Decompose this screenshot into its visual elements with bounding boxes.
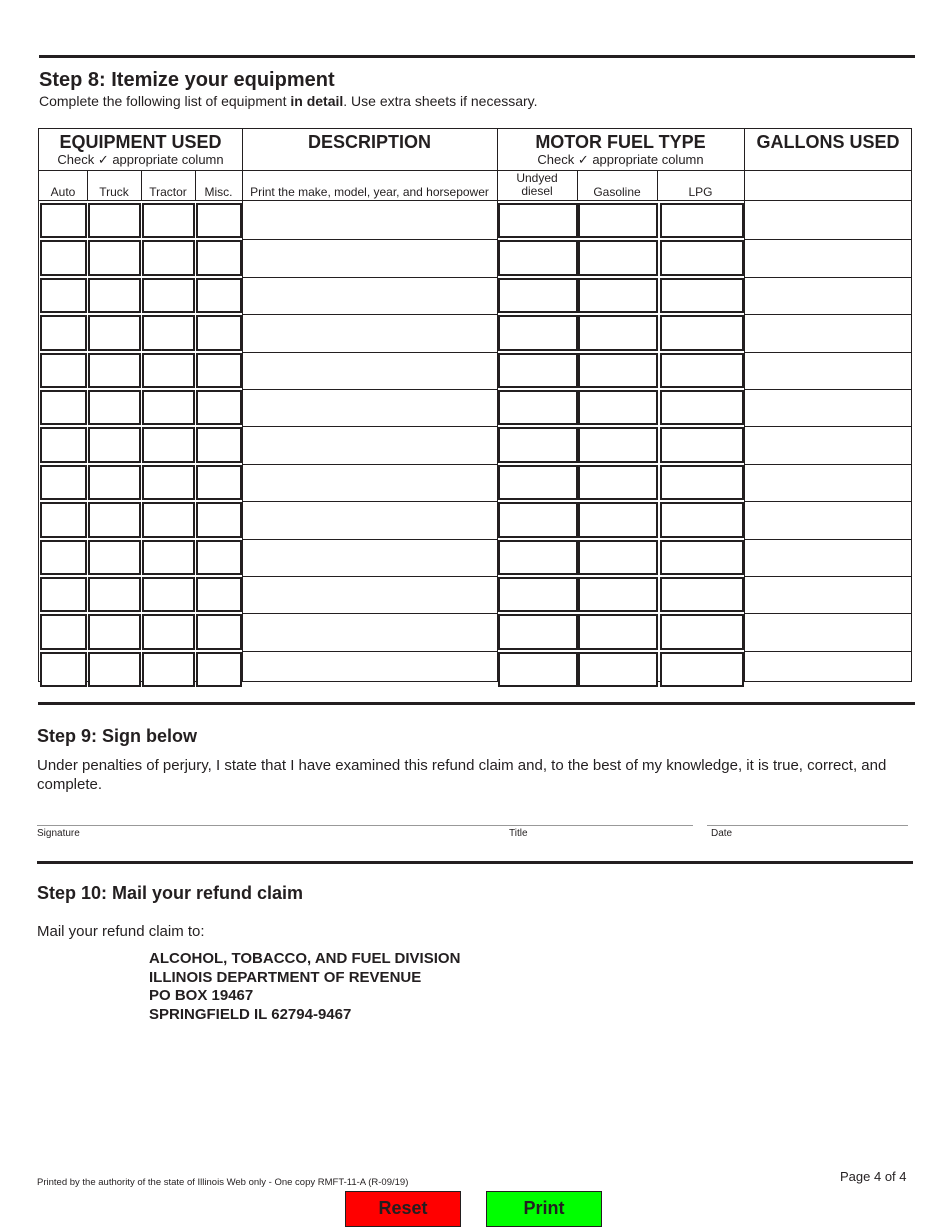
checkbox-auto-row-4[interactable] — [40, 315, 87, 350]
checkbox-gasoline-row-11[interactable] — [578, 577, 658, 612]
checkbox-undyed-diesel-row-3[interactable] — [498, 278, 578, 313]
gallons-field-row-10[interactable] — [745, 539, 912, 576]
checkbox-misc-row-13[interactable] — [196, 652, 242, 687]
table-bottom-rule — [38, 702, 915, 705]
checkbox-lpg-row-5[interactable] — [660, 353, 744, 388]
page-number: Page 4 of 4 — [840, 1169, 907, 1184]
step9-declaration: Under penalties of perjury, I state that I have examined this refund claim and, to the best of my knowledge, it is true, correct, and complete. — [37, 757, 887, 793]
gallons-field-row-3[interactable] — [745, 277, 912, 314]
checkbox-gasoline-row-5[interactable] — [578, 353, 658, 388]
checkbox-auto-row-7[interactable] — [40, 427, 87, 462]
sub-divider-misc — [195, 170, 196, 200]
checkbox-tractor-row-6[interactable] — [142, 390, 195, 425]
checkbox-auto-row-13[interactable] — [40, 652, 87, 687]
checkbox-auto-row-9[interactable] — [40, 502, 87, 537]
equipment-check-note: Check ✓ appropriate column — [57, 152, 224, 167]
checkbox-tractor-row-5[interactable] — [142, 353, 195, 388]
description-field-row-10[interactable] — [243, 539, 497, 576]
signature-line[interactable] — [37, 825, 693, 826]
gallons-field-row-11[interactable] — [745, 576, 912, 613]
description-field-row-1[interactable] — [243, 202, 497, 239]
gallons-field-row-12[interactable] — [745, 613, 912, 650]
description-field-row-9[interactable] — [243, 501, 497, 538]
checkbox-tractor-row-10[interactable] — [142, 540, 195, 575]
col-lpg-label: LPG — [688, 185, 713, 199]
step10-text: Mail your refund claim to: — [37, 923, 205, 940]
description-field-row-13[interactable] — [243, 651, 497, 688]
col-tractor-label: Tractor — [149, 185, 187, 199]
checkbox-lpg-row-9[interactable] — [660, 502, 744, 537]
checkbox-misc-row-8[interactable] — [196, 465, 242, 500]
col-description-label: Print the make, model, year, and horsepower — [250, 185, 489, 199]
checkbox-undyed-diesel-row-5[interactable] — [498, 353, 578, 388]
checkbox-truck-row-1[interactable] — [88, 203, 141, 238]
checkbox-gasoline-row-8[interactable] — [578, 465, 658, 500]
description-field-row-5[interactable] — [243, 352, 497, 389]
checkbox-truck-row-9[interactable] — [88, 502, 141, 537]
checkbox-lpg-row-8[interactable] — [660, 465, 744, 500]
description-field-row-3[interactable] — [243, 277, 497, 314]
gallons-field-row-6[interactable] — [745, 389, 912, 426]
checkbox-undyed-diesel-row-8[interactable] — [498, 465, 578, 500]
checkbox-tractor-row-12[interactable] — [142, 614, 195, 649]
checkbox-lpg-row-10[interactable] — [660, 540, 744, 575]
sub-divider-truck — [87, 170, 88, 200]
print-button[interactable]: Print — [486, 1191, 602, 1227]
checkbox-truck-row-6[interactable] — [88, 390, 141, 425]
checkbox-undyed-diesel-row-4[interactable] — [498, 315, 578, 350]
sign-bottom-rule — [37, 861, 913, 864]
checkbox-auto-row-5[interactable] — [40, 353, 87, 388]
checkbox-truck-row-4[interactable] — [88, 315, 141, 350]
col-gasoline-label: Gasoline — [593, 185, 641, 199]
sub-divider-gasoline — [577, 170, 578, 200]
checkbox-tractor-row-11[interactable] — [142, 577, 195, 612]
checkbox-lpg-row-4[interactable] — [660, 315, 744, 350]
gallons-field-row-7[interactable] — [745, 426, 912, 463]
mailing-address: ALCOHOL, TOBACCO, AND FUEL DIVISION ILLINOIS DEPARTMENT OF REVENUE PO BOX 19467 SPRINGFIELD IL 62794-9467 — [149, 950, 461, 1023]
checkbox-gasoline-row-10[interactable] — [578, 540, 658, 575]
checkbox-undyed-diesel-row-13[interactable] — [498, 652, 578, 687]
checkbox-lpg-row-6[interactable] — [660, 390, 744, 425]
checkbox-undyed-diesel-row-11[interactable] — [498, 577, 578, 612]
checkbox-undyed-diesel-row-10[interactable] — [498, 540, 578, 575]
header-divider — [39, 170, 911, 171]
checkbox-truck-row-2[interactable] — [88, 240, 141, 275]
checkbox-truck-row-8[interactable] — [88, 465, 141, 500]
checkbox-truck-row-7[interactable] — [88, 427, 141, 462]
gallons-used-header: GALLONS USED — [756, 132, 900, 152]
checkbox-misc-row-9[interactable] — [196, 502, 242, 537]
sub-divider-lpg — [657, 170, 658, 200]
gallons-field-row-8[interactable] — [745, 464, 912, 501]
checkbox-undyed-diesel-row-7[interactable] — [498, 427, 578, 462]
equipment-used-header: EQUIPMENT USED — [59, 132, 222, 152]
gallons-field-row-9[interactable] — [745, 501, 912, 538]
checkbox-misc-row-10[interactable] — [196, 540, 242, 575]
checkbox-misc-row-2[interactable] — [196, 240, 242, 275]
top-rule — [39, 55, 915, 58]
checkbox-misc-row-4[interactable] — [196, 315, 242, 350]
checkbox-truck-row-11[interactable] — [88, 577, 141, 612]
checkbox-lpg-row-2[interactable] — [660, 240, 744, 275]
checkbox-misc-row-12[interactable] — [196, 614, 242, 649]
gallons-field-row-5[interactable] — [745, 352, 912, 389]
checkbox-gasoline-row-2[interactable] — [578, 240, 658, 275]
checkbox-auto-row-12[interactable] — [40, 614, 87, 649]
checkbox-auto-row-2[interactable] — [40, 240, 87, 275]
description-field-row-7[interactable] — [243, 426, 497, 463]
checkbox-auto-row-3[interactable] — [40, 278, 87, 313]
date-label: Date — [711, 828, 733, 839]
checkbox-misc-row-7[interactable] — [196, 427, 242, 462]
checkbox-undyed-diesel-row-2[interactable] — [498, 240, 578, 275]
description-field-row-11[interactable] — [243, 576, 497, 613]
checkbox-auto-row-8[interactable] — [40, 465, 87, 500]
description-header: DESCRIPTION — [307, 132, 431, 152]
signature-label: Signature — [37, 828, 80, 839]
checkbox-truck-row-12[interactable] — [88, 614, 141, 649]
checkbox-gasoline-row-3[interactable] — [578, 278, 658, 313]
checkbox-undyed-diesel-row-9[interactable] — [498, 502, 578, 537]
step10-title: Step 10: Mail your refund claim — [37, 883, 304, 903]
checkbox-tractor-row-2[interactable] — [142, 240, 195, 275]
motor-fuel-type-header: MOTOR FUEL TYPE — [535, 132, 706, 152]
checkbox-lpg-row-1[interactable] — [660, 203, 744, 238]
col-truck-label: Truck — [99, 185, 129, 199]
checkbox-tractor-row-13[interactable] — [142, 652, 195, 687]
checkbox-tractor-row-1[interactable] — [142, 203, 195, 238]
col-undyed-diesel-label: Undyed diesel — [516, 171, 558, 198]
checkbox-lpg-row-13[interactable] — [660, 652, 744, 687]
checkbox-gasoline-row-13[interactable] — [578, 652, 658, 687]
checkbox-gasoline-row-12[interactable] — [578, 614, 658, 649]
step9-title: Step 9: Sign below — [37, 726, 198, 746]
checkbox-tractor-row-9[interactable] — [142, 502, 195, 537]
reset-button[interactable]: Reset — [345, 1191, 461, 1227]
checkbox-gasoline-row-4[interactable] — [578, 315, 658, 350]
checkbox-gasoline-row-6[interactable] — [578, 390, 658, 425]
description-field-row-12[interactable] — [243, 613, 497, 650]
checkbox-lpg-row-7[interactable] — [660, 427, 744, 462]
checkbox-tractor-row-4[interactable] — [142, 315, 195, 350]
printed-by-note: Printed by the authority of the state of Illinois Web only - One copy RMFT-11-A (R-09/19) — [37, 1177, 409, 1188]
step8-title: Step 8: Itemize your equipment — [39, 69, 335, 91]
checkbox-gasoline-row-1[interactable] — [578, 203, 658, 238]
gallons-field-row-4[interactable] — [745, 314, 912, 351]
gallons-field-row-1[interactable] — [745, 202, 912, 239]
checkbox-misc-row-1[interactable] — [196, 203, 242, 238]
checkbox-misc-row-3[interactable] — [196, 278, 242, 313]
checkbox-auto-row-10[interactable] — [40, 540, 87, 575]
sub-divider-tractor — [141, 170, 142, 200]
step8-instructions: Complete the following list of equipment in detail. Use extra sheets if necessary. — [39, 93, 538, 109]
checkbox-gasoline-row-9[interactable] — [578, 502, 658, 537]
checkbox-tractor-row-7[interactable] — [142, 427, 195, 462]
checkbox-truck-row-3[interactable] — [88, 278, 141, 313]
title-label: Title — [509, 828, 528, 839]
checkbox-tractor-row-3[interactable] — [142, 278, 195, 313]
checkbox-tractor-row-8[interactable] — [142, 465, 195, 500]
checkbox-misc-row-6[interactable] — [196, 390, 242, 425]
checkbox-auto-row-11[interactable] — [40, 577, 87, 612]
gallons-field-row-13[interactable] — [745, 651, 912, 688]
col-misc-label: Misc. — [204, 185, 233, 199]
checkbox-misc-row-5[interactable] — [196, 353, 242, 388]
checkbox-truck-row-10[interactable] — [88, 540, 141, 575]
description-field-row-6[interactable] — [243, 389, 497, 426]
gallons-field-row-2[interactable] — [745, 239, 912, 276]
description-field-row-2[interactable] — [243, 239, 497, 276]
checkbox-undyed-diesel-row-1[interactable] — [498, 203, 578, 238]
label-divider — [39, 200, 911, 201]
checkbox-lpg-row-3[interactable] — [660, 278, 744, 313]
col-auto-label: Auto — [50, 185, 76, 199]
date-line[interactable] — [707, 825, 908, 826]
description-field-row-8[interactable] — [243, 464, 497, 501]
checkbox-truck-row-13[interactable] — [88, 652, 141, 687]
equipment-table — [38, 128, 912, 682]
checkbox-misc-row-11[interactable] — [196, 577, 242, 612]
checkbox-auto-row-6[interactable] — [40, 390, 87, 425]
checkbox-auto-row-1[interactable] — [40, 203, 87, 238]
checkbox-truck-row-5[interactable] — [88, 353, 141, 388]
checkbox-lpg-row-12[interactable] — [660, 614, 744, 649]
checkbox-lpg-row-11[interactable] — [660, 577, 744, 612]
checkbox-undyed-diesel-row-6[interactable] — [498, 390, 578, 425]
description-field-row-4[interactable] — [243, 314, 497, 351]
checkbox-gasoline-row-7[interactable] — [578, 427, 658, 462]
fuel-check-note: Check ✓ appropriate column — [537, 152, 704, 167]
checkbox-undyed-diesel-row-12[interactable] — [498, 614, 578, 649]
